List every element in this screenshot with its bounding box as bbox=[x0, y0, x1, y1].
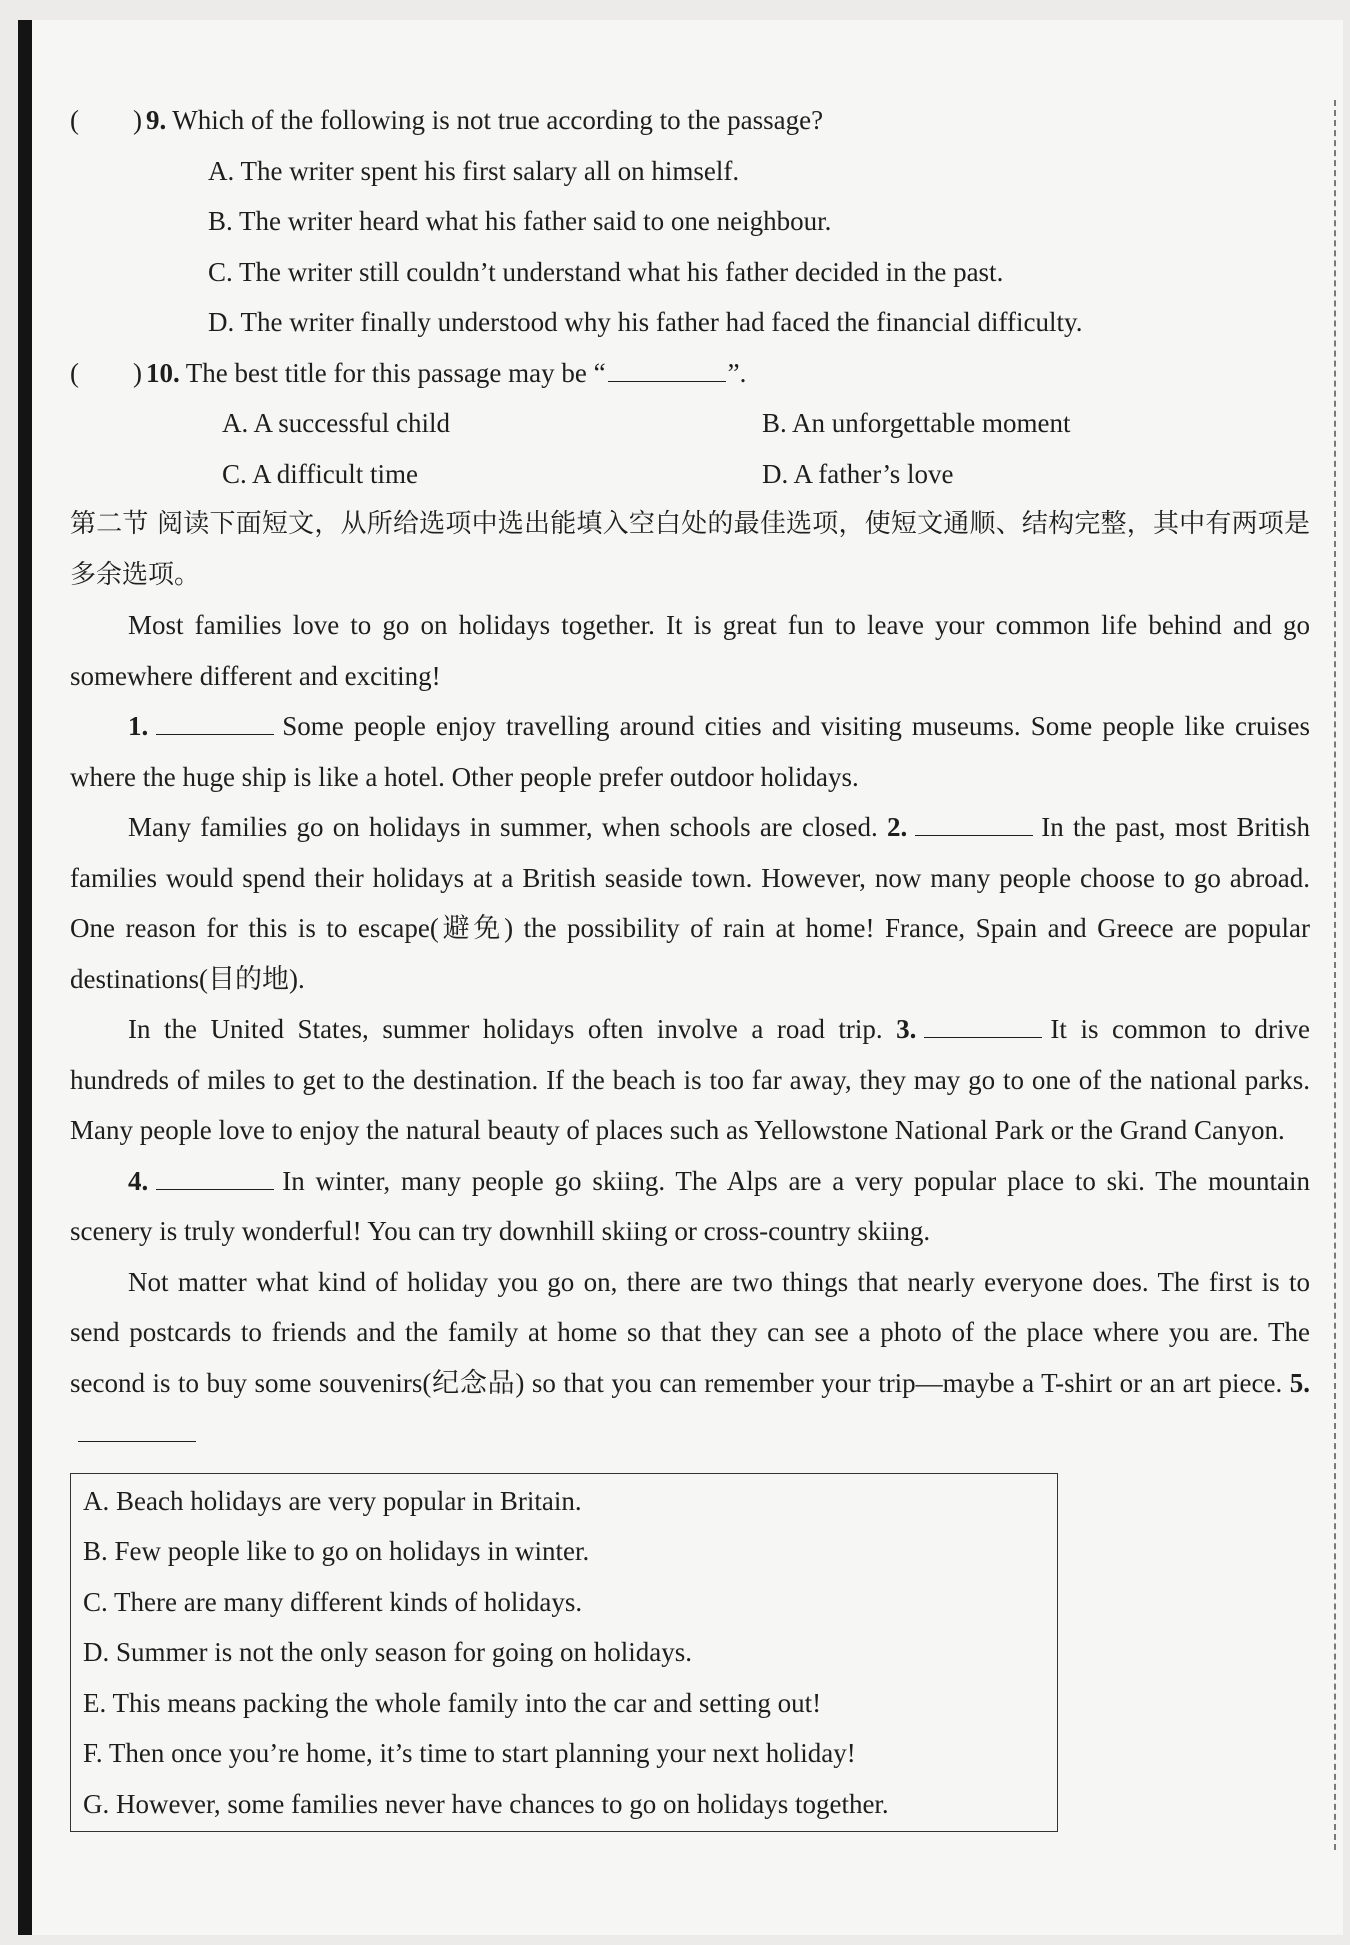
passage-paragraph-2 bbox=[70, 701, 1310, 802]
question-9 bbox=[70, 95, 1310, 146]
blank-number: 1. bbox=[128, 711, 149, 741]
blank-number: 2. bbox=[887, 812, 908, 842]
answer-blank[interactable] bbox=[924, 1013, 1042, 1038]
passage-paragraph-5 bbox=[70, 1156, 1310, 1257]
paragraph-text: Not matter what kind of holiday you go on, there are two things that nearly everyone does. The first is to send postcards to friends and the family at home so that they can see a photo of the place where you are. The second is to buy some souvenirs(纪念品) so that you can remember your trip—maybe a T-shirt or an art piece. bbox=[70, 1266, 1310, 1398]
option-d: D. The writer finally understood why his father had faced the financial difficulty. bbox=[208, 307, 1083, 337]
passage-paragraph-1: Most families love to go on holidays together. It is great fun to leave your common life behind and go somewhere different and exciting! bbox=[70, 610, 1310, 691]
question-number: 10. bbox=[146, 357, 180, 388]
choice-b: B. Few people like to go on holidays in winter. bbox=[83, 1536, 590, 1566]
choice-a: A. Beach holidays are very popular in Britain. bbox=[83, 1485, 582, 1516]
choice-g: G. However, some families never have chances to go on holidays together. bbox=[83, 1788, 889, 1819]
choice-f: F. Then once you’re home, it’s time to start planning your next holiday! bbox=[83, 1738, 856, 1768]
choice-d: D. Summer is not the only season for going on holidays. bbox=[83, 1637, 692, 1667]
paragraph-text: Many families go on holidays in summer, when schools are closed. bbox=[128, 812, 878, 842]
option-b: B. An unforgettable moment bbox=[762, 408, 1071, 438]
option-a: A. A successful child bbox=[222, 408, 450, 438]
blank-number: 4. bbox=[128, 1165, 149, 1196]
paragraph-text: In the United States, summer holidays often involve a road trip. bbox=[128, 1014, 883, 1044]
passage-paragraph-6 bbox=[70, 1257, 1310, 1459]
paragraph-text: In the past, most British families would spend their holidays at a British seaside town. However, now many people choose to go abroad. One reason for this is to escape(避免) the possibility of rain at home! France, Spain and Greece are popular destinations(目的地). bbox=[70, 812, 1310, 994]
cut-line bbox=[1334, 100, 1336, 1850]
blank-number: 3. bbox=[896, 1014, 917, 1044]
blank-number: 5. bbox=[1289, 1367, 1311, 1398]
answer-paren[interactable]: ( ) bbox=[70, 357, 142, 388]
question-number: 9. bbox=[146, 105, 167, 135]
passage-paragraph-3 bbox=[70, 802, 1310, 1004]
option-c: C. A difficult time bbox=[222, 458, 419, 489]
paragraph-text: In winter, many people go skiing. The Alps are a very popular place to ski. The mountain scenery is truly wonderful! You can try downhill skiing or cross-country skiing. bbox=[70, 1165, 1310, 1246]
answer-blank[interactable] bbox=[78, 1417, 196, 1442]
question-10 bbox=[70, 348, 1310, 399]
answer-blank[interactable] bbox=[156, 710, 274, 735]
answer-blank[interactable] bbox=[608, 357, 726, 382]
answer-blank[interactable] bbox=[156, 1165, 274, 1190]
question-10-options bbox=[70, 398, 1310, 499]
choice-e: E. This means packing the whole family into the car and setting out! bbox=[83, 1687, 822, 1718]
question-text-end: ”. bbox=[727, 357, 747, 388]
passage-paragraph-4 bbox=[70, 1004, 1310, 1156]
question-text: The best title for this passage may be “ bbox=[185, 357, 606, 388]
section-instruction: 第二节 阅读下面短文，从所给选项中选出能填入空白处的最佳选项，使短文通顺、结构完整，其中有两项是多余选项。 bbox=[70, 509, 1310, 590]
choice-c: C. There are many different kinds of holidays. bbox=[83, 1586, 583, 1617]
worksheet-content bbox=[70, 95, 1310, 1832]
option-c: C. The writer still couldn’t understand what his father decided in the past. bbox=[208, 256, 1004, 287]
paragraph-text: Some people enjoy travelling around cities and visiting museums. Some people like cruises where the huge ship is like a hotel. Other people prefer outdoor holidays. bbox=[70, 711, 1310, 792]
option-a: A. The writer spent his first salary all on himself. bbox=[208, 155, 740, 186]
option-b: B. The writer heard what his father said to one neighbour. bbox=[208, 206, 832, 236]
choices-box bbox=[70, 1473, 1058, 1833]
answer-blank[interactable] bbox=[915, 811, 1033, 836]
paragraph-text: It is common to drive hundreds of miles to get to the destination. If the beach is too far away, they may go to one of the national parks. Many people love to enjoy the natural beauty of places such as Yellowstone National Park or the Grand Canyon. bbox=[70, 1014, 1311, 1145]
answer-paren[interactable]: ( ) bbox=[70, 105, 142, 135]
binding-edge bbox=[18, 20, 32, 1935]
option-d: D. A father’s love bbox=[762, 458, 954, 489]
question-text: Which of the following is not true according to the passage? bbox=[172, 105, 824, 135]
